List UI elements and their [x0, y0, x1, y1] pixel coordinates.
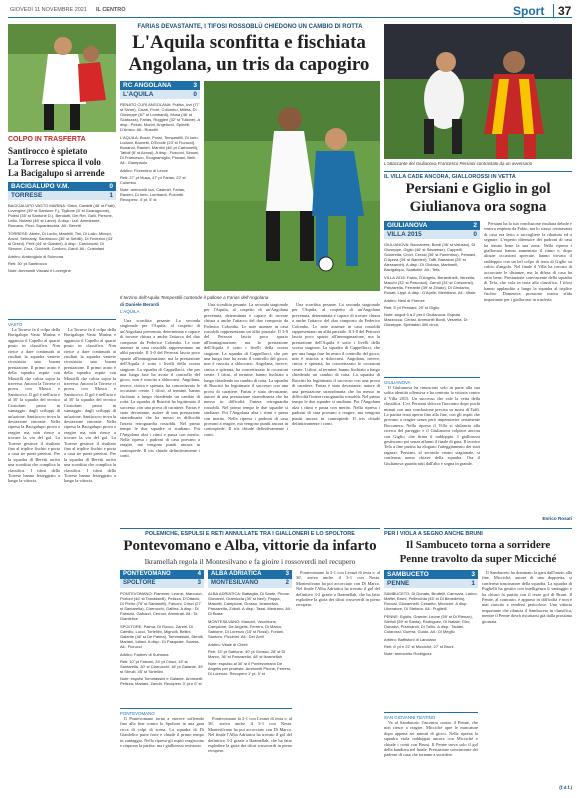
sb-box-team2-name: PENNE: [387, 580, 410, 587]
polemiche-body-text-3: Pontevomano fa 2-1 con Leonzi di testa e, al 36', arriva anche il 3-1 con Nesta. Montesilvano ha poi accorciato con Di Marco. Nel finale l'Alba Adriatica ha trovato il gol del definitivo 3-2 grazie a Ikramellah, che ha fatto esplodere la gioia dei tifosi rossoverdi in pieno recupero.: [296, 570, 380, 608]
gv-box-notes: Note: angoli 5 a 2 per il Giulianova. Espulsi Mazzocca, Cerasi. Ammoniti Bordi, Verzella, Di Giuseppe. Spettatori 300 circa.: [384, 312, 468, 327]
gv-box-team1-lineup: GIULIANOVA: Boccanera, Bordi (36' st Valusso), Di Giuseppe, Giglio (46' st Savarese), Cappelli, Sciarretta, Crovi, Cerasi (36' st Fiorentino), Persiani, D'Aprea (39' st Barbieri), Taffi, Bartaloni (25' st Alessandri). A disp.: Di Gioiosa, Martinelli, Bacigalupo, Scattolini. All.: Tefa: [384, 242, 477, 272]
colpo-kicker: COLPO IN TRASFERTA: [8, 136, 86, 143]
lead-body-col2: [204, 302, 288, 526]
alba-box-row-team1: [208, 570, 292, 579]
colpo-box-team2-lineup: TORRESE: Abete, Di Lorito, Mastrilli, Tini, Di Lallo, Minopi, Anzoi, Selmaniy, Santirocco (30' st Sebilli), Di Federico (43' st Orsini), Preti (44' st Giardini). A disp.: Cardoncini, Di Simone, Cruz, Cicchelli, Cordoni, Gardi. All.: Cristofani: [8, 231, 113, 251]
gv-body-text-2: Persiani ha la sua conclusione risultata debole e veniva respinta da Fabio, ma lo stesso centravanti di casa era lesto a raccogliere la ribattuta ed a segnare. L'esperto difensore dei padroni di casa ha tenuto bene la sua zona. Nella ripresa i giallorossi hanno aumentato il ritmo e, dopo alcune occasioni sprecate, hanno trovato il raddoppio con un bel colpo di testa di Giglio su calcio d'angolo. Nel finale il Villa ha cercato di accorciare le distanze, ma la difesa di casa ha retto bene. Prestazione convincente della squadra di Tefa, che vola in testa alla classifica. I tifosi hanno applaudito a lungo la squadra al triplice fischio. Domenica prossima nuova sfida importante per i giallorossi in trasferta.: [484, 221, 572, 302]
pv-box-referee: Arbitro: Fadeev di Sulmona: [120, 652, 169, 657]
gv-box-row-team2: [384, 230, 480, 239]
pv-box-team1-name: PONTEVOMANO: [123, 571, 171, 577]
lead-byline: di Daniele Berardi: [120, 302, 160, 307]
gv-box-row-team1: [384, 221, 480, 230]
colpo-title-3: La Bacigalupo si arrende: [8, 168, 105, 178]
gv-box-team2-lineup: VILLA 2015: Fabio, D'Angelo, Berardinelli, Verzella, Macchi (32' st Pescosol), Zarroli (31' st Crescenzi), Panzarella, Ferrante (39' st Zinato), Di Girolamo, Rosati, Lippi. A disp.: D'Aprile, Meridiano. All.: Vitale: [384, 275, 476, 295]
colpo-box-goals: Reti: 30' pt Santirocco: [8, 261, 48, 266]
colpo-body-text: La Torrese fa il colpo della Bacigalupo Vasto Marina e aggancia il Capello al quarto posto in classifica. Non riesce a dare continuità ai risultati la squadra vastese ricostruita una buona prestazione. Il primo acuto è della squadra ospite con Mastrilli che calcia sopra la traversa. Ancora la Torrese ci prova con Mosca e Santirocco. Il gol è nell'aria e al 30' la squadra del tecnico Cristofani passa in vantaggio: dagli sviluppi di un'azione, Santirocco trova la deviazione vincente. Nella ripresa la Bacigalupo prova a reagire ma non riesce a trovare la via del gol. La Torrese gestisce il risultato fino al triplice fischio e porta a casa tre punti preziosi. Per la squadra di Beretti arriva una sconfitta che complica la classifica. I tifosi della Torrese hanno festeggiato a lungo la vittoria.: [8, 327, 60, 484]
colpo-box-team1-name: BACIGALUPO V.M.: [11, 183, 70, 190]
gv-body-col2: [484, 221, 572, 515]
colpo-box-team1-score: 0: [109, 183, 113, 190]
colpo-box-team1-lineup: BACIGALUPO VASTO MARINA: Sirba, Cardelli (46' st Frati), Lovergine (39' st Santone F.), Tiglione (8' st Guaragnone), Polesi (35' st Santone D.), Bendotti, Del Rei, Galli, Pierone, Letto, Notarsi (46' st Lanni). A disp.: Izzi, Ammirante, Romano, Picci, Squartecchia. All.: Beretti: [8, 203, 116, 228]
sb-box-team2-score: 1: [471, 580, 475, 587]
box-team1-lineup: RENATO CURI ANGOLANA: Pulitta, Izzi (77' st Sivori), Cisari, Fiore, Colombo, Mileta, Di Giuseppe (67' st Lombardi), Musa (46' st Scatozza), Farias, Ruggieri (32' st Tullone). A disp.: Pelusi, Morini, Angelucci, Spinelli, D'Amico. All.: Ruscitti: [120, 102, 200, 132]
alba-box-lineup2: MONTESILVANO: Mancini, Vecchione, Camplone, De Angelis, Ferrero, Di Marco, Sablone, Di Lorenzo (15' st Rossi), Forlani, Santoro, Piccinini. All.: Del Zotti: [208, 619, 285, 639]
lead-body-text-2: Una sconfitta pesante. La seconda stagionale per l'Aquila, al cospetto di un'Angolana prevenuta, determinata e capace di trovare chiusa a anche l'attacco del duo composto da Federico Colombo. Le note assenze in casa rossoblù rappresentano un alibi parziale. Il 3-0 del Petrozzi lascia poco spazio all'immaginazione, ma la prestazione dell'Aquila è sotto i livelli della scorsa stagione. La squadra di Cappellacci, che per una lunga fase ha avuto il controllo del gioco, non è riuscita a sbloccarsi. Angolana, invece, cinica e spietata, ha concretizzato le occasioni create. I tifosi, al termine, hanno fischiato a lungo chiedendo un cambio di rotta. La squadra di Ruscitti ha legittimato il successo con una prova di carattere. Farias è stato devastante, autore di una prestazione straordinaria che ha messo in difficoltà l'intera retroguardia rossoblù. Nel primo tempo le due squadre si studiano. Poi l'Angolana alza i ritmi e passa con merito. Nella ripresa i padroni di casa provano a reagire, ma vengono puniti ancora in contropiede. Il tris chiude definitivamente i conti.: [204, 302, 288, 437]
polemiche-body-text: Il Pontevomano torna a vincere soffrendo fino alla fine contro lo Spoltore in una gara ricca di colpi di scena. La squadra di Di Gianfelice parte forte e chiude il primo tempo in vantaggio. Nella ripresa gli ospiti reagiscono e riaprono la partita, ma i giallorossi resistono.: [120, 716, 204, 749]
pv-box-goals: Reti: 10' pt Falconi, 24' pt Crisci, 15' st Santarella, 30' st Ciarrocchi; 18' pt Galante, 39' st Sbrulli, 45' st Tortellini: [120, 659, 204, 674]
gv-box-goals: Reti: 5' pt Persiani, 29' st Giglio: [384, 305, 440, 310]
box-referee: Arbitro: Fiorentino di Lecce: [120, 168, 168, 173]
colpo-box-team2-name: TORRESE: [11, 192, 43, 199]
box-team2-lineup: L'AQUILA: Bosio, Possi, Tempestilli, Di Iorio, Luciani, Brunetti, D'Ercole (23' st Fiorucci), Bonanni, Ranieri, Mantini (46' pt Carbonelli), Tattoli (8' st Acrosi). A disp.: Fusconi, Simoni, Di Francesco, Scognamiglio, Piovani, Belli. All.: Giampaolo: [120, 135, 200, 165]
sambuceto-place-text: SAN GIOVANNI TEATINO: [384, 715, 436, 720]
match-box-torrese: [8, 182, 116, 317]
box-row-team1: [120, 81, 200, 90]
alba-box-referee: Arbitro: Vitale di Chieti: [208, 642, 248, 647]
pv-box-team2-score: 3: [197, 580, 201, 586]
sambuceto-top-rule: [384, 528, 572, 529]
pv-box-lineup2: SPOLTORE: Palma, Di Rocco, Zandri, Di Camillo, Lucci, Tortellini, Mignolli, Bellini, Galante (46' st De Palma), Tommassini, Sbrulli, Mariani, Iuliani. A disp.: Di Pasquale, Sciarra. All.: Fiorucci: [120, 624, 204, 649]
sb-box-team1-score: 3: [471, 571, 475, 578]
lead-place: L'AQUILA: [120, 309, 140, 314]
photo-aquila-match: [204, 81, 380, 291]
polemiche-body-col1: [120, 716, 204, 792]
polemiche-place: [120, 708, 292, 716]
gv-place-text: GIULIANOVA: [384, 380, 411, 385]
photo-torrese: [8, 24, 116, 132]
gv-box-team2-score: 0: [473, 231, 477, 238]
sambuceto-kicker: PER I VIOLA A SEGNO ANCHE BRUNI: [384, 531, 483, 537]
sambuceto-author: (f.d.f.): [559, 785, 572, 790]
alba-box-team2-name: MONTESILVANO: [211, 580, 259, 586]
polemiche-kicker: POLEMICHE, ESPULSI E RETI ANNULLATE TRA I GIALLONERI E LO SPOLTORE: [145, 531, 355, 537]
sambuceto-body-text: Va al Sambuceto l'incontro contro il Penne, che non riesce a reagire. Micciché apre le marcature dopo appena sei minuti di gioco. Nella ripresa la squadra viola raddoppia ancora con Micciché e chiude i conti con Bruni. Il Penne trova solo il gol della bandiera nel finale. Prestazione convincente dei padroni di casa che tornano a sorridere.: [384, 720, 478, 758]
sambuceto-body-text-2: Il Sambuceto ha dominato la gara dall'inizio alla fine. Micciché, autore di una doppietta, si conferma trascinatore della squadra. La squadra di Puglielli ha gestito con intelligenza il vantaggio e ha chiuso la partita con il terzo gol di Bruni. Il Penne, al contrario, è apparso in difficoltà e non è mai riuscito a rendersi pericoloso. Una vittoria importante che rilancia il Sambuceto in classifica, mentre il Penne dovrà riscattarsi già dalla prossima giornata.: [482, 570, 572, 624]
gv-place: [384, 377, 480, 385]
gv-title-2: Giulianova ora sogna: [409, 199, 547, 215]
colpo-body-col1: [8, 327, 60, 524]
sb-box-row-team1: [384, 570, 478, 579]
header-page: 37: [553, 4, 571, 18]
header-paper: IL CENTRO: [96, 7, 126, 13]
box-notes: Note: ammoniti Izzi, Casimiri, Farias, Ranieri, Di Iorio, Lombardi, Polombi. Recupero: 4' pt, 5' st: [120, 187, 186, 202]
polemiche-body-col3: [296, 570, 380, 792]
colpo-place: [8, 319, 116, 327]
alba-box-row-team2: [208, 579, 292, 588]
lead-title-1: L'Aquila sconfitta e fischiata: [132, 32, 366, 53]
alba-box-team2-score: 2: [285, 580, 289, 586]
lead-title-2: Angolana, un tris da capogiro: [128, 54, 370, 75]
photo-aquila-caption: Il terzino dell'Aquila Tempestilli contende il pallone a Farias dell'Angolana: [120, 295, 269, 300]
sb-box-team1-lineup: SAMBUCETO: Di Donato, Bruttelli, Carrozza, Larino, Maffei, Bruni, Pellecchia (45' st Di Benedetto), Roncal, Giovannelli, Cesarito, Micciché. A disp.: Liberatore, Di Stefano. All.: Puglielli: [384, 591, 478, 611]
sb-box-team2-lineup: PENNE: Egidio, Grande, Leone (59' st Di Rienzo), Stelloli (59' st Santa), Rodriguez, Di Natale, Giro, Donativi, Pizzicaroli, Di Tullio. A disp.: Taddei, Colarossi, Guerra, Guido. All.: Di Meglio: [384, 614, 473, 634]
sb-box-row-team2: [384, 579, 478, 588]
pv-box-row-team1: [120, 570, 204, 579]
alba-box-team1-score: 3: [285, 571, 289, 577]
photo-giulianova-caption: L'attaccante del Giulianova Francesco Persiani contrastato da un avversario: [384, 161, 533, 166]
lead-body-col1: [120, 318, 200, 526]
sambuceto-body-col1: [384, 720, 478, 792]
sb-box-notes: Note: ammonito Rodriguez: [384, 651, 432, 656]
colpo-place-text: VASTO: [8, 322, 23, 327]
box-team1-name: RC ANGOLANA: [123, 82, 172, 89]
match-box-giulianova: [384, 221, 480, 357]
sb-box-goals: Reti: 6' pt e 22' st Micciché, 27' st Bruni: [384, 644, 454, 649]
polemiche-subtitle: Ikramellah regola il Montesilvano e fa gioire i rossoverdi nel recupero: [144, 557, 356, 566]
header-date: GIOVEDÌ 11 NOVEMBRE 2021: [10, 7, 87, 13]
gv-box-team1-name: GIULIANOVA: [387, 222, 428, 229]
sambuceto-body-col2: [482, 570, 572, 784]
gv-author: Enrico Rosati: [542, 516, 572, 521]
box-row-team2: [120, 90, 200, 99]
box-goals: Reti: 27' pt Musa, 47' pt Farias, 22' st Colombo: [120, 175, 186, 185]
polemiche-body-text-2: Pontevomano fa 2-1 con Leonzi di testa e, al 36', arriva anche il 3-1 con Nesta. Montesilvano ha poi accorciato con Di Marco. Nel finale l'Alba Adriatica ha trovato il gol del definitivo 3-2 grazie a Ikramellah, che ha fatto esplodere la gioia dei tifosi rossoverdi in pieno recupero.: [208, 716, 292, 754]
match-box-alba: [208, 570, 292, 705]
lead-body-text-3: Una sconfitta pesante. La seconda stagionale per l'Aquila, al cospetto di un'Angolana prevenuta, determinata e capace di trovare chiusa a anche l'attacco del duo composto da Federico Colombo. Le note assenze in casa rossoblù rappresentano un alibi parziale. Il 3-0 del Petrozzi lascia poco spazio all'immaginazione, ma la prestazione dell'Aquila è sotto i livelli della scorsa stagione. La squadra di Cappellacci, che per una lunga fase ha avuto il controllo del gioco, non è riuscita a sbloccarsi. Angolana, invece, cinica e spietata, ha concretizzato le occasioni create. I tifosi, al termine, hanno fischiato a lungo chiedendo un cambio di rotta. La squadra di Ruscitti ha legittimato il successo con una prova di carattere. Farias è stato devastante, autore di una prestazione straordinaria che ha messo in difficoltà l'intera retroguardia rossoblù. Nel primo tempo le due squadre si studiano. Poi l'Angolana alza i ritmi e passa con merito. Nella ripresa i padroni di casa provano a reagire, ma vengono puniti ancora in contropiede. Il tris chiude definitivamente i conti.: [292, 302, 380, 426]
box-team2-name: L'AQUILA: [123, 91, 154, 98]
pv-box-team2-name: SPOLTORE: [123, 580, 156, 586]
gv-body-col1: [384, 385, 480, 525]
polemiche-title: Pontevomano e Alba, vittorie da infarto: [123, 538, 377, 554]
colpo-box-row-team2: [8, 191, 116, 200]
colpo-body-col2: [64, 327, 116, 524]
photo-giulianova: [384, 24, 572, 159]
sambuceto-place: [384, 712, 478, 720]
pv-box-lineup1: PONTEVOMANO: Fiammer, Leonzi, Marcucci, Portoni (46' st Tomasselli), Pelizza, D'Ottavio, Di Pietro (76' st Santarelli), Falconi, Crisci (27' st Santarella), Ciarrocchi, Gallina. A disp.: Di Fabrizio, Galluzzi, Cerroni, Ammirati. All.: Di Gianfelice: [120, 591, 203, 621]
lead-kicker: FARIAS DEVASTANTE, I TIFOSI ROSSOBLÙ CHIEDONO UN CAMBIO DI ROTTA: [137, 24, 363, 30]
pv-box-team1-score: 4: [197, 571, 201, 577]
gv-kicker: IL VILLA CADE ANCORA, GIALLOROSSI IN VETTA: [384, 174, 516, 180]
sambuceto-title-1: Il Sambuceto torna a sorridere: [405, 539, 551, 551]
colpo-title-2: La Torrese spicca il volo: [8, 157, 101, 167]
gv-box-team2-name: VILLA 2015: [387, 231, 422, 238]
box-team1-score: 3: [193, 82, 197, 89]
colpo-box-notes: Note: Ammoniti Viscasi e Lovergine: [8, 268, 71, 273]
pv-box-notes: Note: espulsi Tommassini e Galante. Ammoniti Pelizza, Mariani, Zandri. Recupero 3' pt e 6' st: [120, 676, 203, 686]
lead-body-text: Una sconfitta pesante. La seconda stagionale per l'Aquila, al cospetto di un'Angolana prevenuta, determinata e capace di trovare chiusa a anche l'attacco del duo composto da Federico Colombo. Le note assenze in casa rossoblù rappresentano un alibi parziale. Il 3-0 del Petrozzi lascia poco spazio all'immaginazione, ma la prestazione dell'Aquila è sotto i livelli della scorsa stagione. La squadra di Cappellacci, che per una lunga fase ha avuto il controllo del gioco, non è riuscita a sbloccarsi. Angolana, invece, cinica e spietata, ha concretizzato le occasioni create. I tifosi, al termine, hanno fischiato a lungo chiedendo un cambio di rotta. La squadra di Ruscitti ha legittimato il successo con una prova di carattere. Farias è stato devastante, autore di una prestazione straordinaria che ha messo in difficoltà l'intera retroguardia rossoblù. Nel primo tempo le due squadre si studiano. Poi l'Angolana alza i ritmi e passa con merito. Nella ripresa i padroni di casa provano a reagire, ma vengono puniti ancora in contropiede. Il tris chiude definitivamente i conti.: [120, 318, 200, 459]
colpo-body-text-2: La Torrese fa il colpo della Bacigalupo Vasto Marina e aggancia il Capello al quarto posto in classifica. Non riesce a dare continuità ai risultati la squadra vastese ricostruita una buona prestazione. Il primo acuto è della squadra ospite con Mastrilli che calcia sopra la traversa. Ancora la Torrese ci prova con Mosca e Santirocco. Il gol è nell'aria e al 30' la squadra del tecnico Cristofani passa in vantaggio: dagli sviluppi di un'azione, Santirocco trova la deviazione vincente. Nella ripresa la Bacigalupo prova a reagire ma non riesce a trovare la via del gol. La Torrese gestisce il risultato fino al triplice fischio e porta a casa tre punti preziosi. Per la squadra di Beretti arriva una sconfitta che complica la classifica. I tifosi della Torrese hanno festeggiato a lungo la vittoria.: [64, 327, 116, 484]
match-box-pontevomano: [120, 570, 204, 705]
colpo-box-team2-score: 1: [109, 192, 113, 199]
match-box-sambuceto: [384, 570, 478, 710]
header-section: Sport: [513, 4, 545, 18]
gv-title-1: Persiani e Giglio in gol: [405, 181, 551, 197]
polemiche-top-rule: [120, 528, 380, 529]
polemiche-place-text: PONTEVOMANO: [120, 711, 155, 716]
gv-box-team1-score: 2: [473, 222, 477, 229]
alba-box-goals: Reti: 15' pt Sablone, 40' pt Grosso, 28' st Di Marco, 36' st Panzarella, 48' st Ikramellah: [208, 649, 286, 659]
sb-box-referee: Arbitro: Battistoni di Lanciano: [384, 637, 437, 642]
colpo-box-referee: Arbitro: Ambrogiolo di Sulmona: [8, 254, 64, 259]
alba-box-team1-name: ALBA ADRIATICA: [211, 571, 262, 577]
gv-top-rule: [384, 171, 572, 172]
match-box-angolana: [120, 81, 200, 295]
pv-box-row-team2: [120, 579, 204, 588]
alba-box-lineup1: ALBA ADRIATICA: Battaglia, Di Sante, Pirone, Giovanni, Gramiccia (39' st Neri), Pappa, Mascitti, Camplone, Grosso, Ikramellah, Panzarella, Zoboli. A disp.: Tassi, Medrano. All.: Di Biase: [208, 591, 292, 616]
polemiche-body-col2: [208, 716, 292, 792]
alba-box-notes: Note: espulso al 30' st il Pontevomano De Angelis per proteste. Ammoniti Pirone, Ferrero, Di Lorenzo. Recupero 1' pt, 5' st: [208, 661, 292, 676]
gv-box-referee: Arbitro: Nesi di Firenze: [384, 298, 425, 303]
sambuceto-title-2: Penne travolto da super Micciché: [399, 553, 557, 565]
gv-body-text: Il Giulianova ha rinunciato solo in parte alla sua solita identità offensiva e ha centrato la vittoria contro il Villa 2015. Un successo che vale la vetta della classifica. L'ex Persiani sblocca l'incontro dopo pochi minuti con una conclusione precisa su assist di Taffi. La partita resta aperta fino alla fine, con gli ospiti che provano a reagire senza però impensierire seriamente Boccanera. Nella ripresa il Villa si sbilancia alla ricerca del pareggio e il Giulianova colpisce ancora con Giglio, che firma il raddoppio. I giallorossi gestiscono poi senza affanni il finale di gara. Il tecnico Tefa a fine partita ha elogiato l'atteggiamento dei suoi ragazzi. Persiani, al secondo centro stagionale, si conferma uomo chiave della squadra. Ora il Giulianova guarda tutti dall'alto e sogna in grande.: [384, 385, 480, 466]
colpo-box-row-team1: [8, 182, 116, 191]
page-header: [8, 4, 572, 18]
box-team2-score: 0: [193, 91, 197, 98]
colpo-title-1: Santirocco è spietato: [8, 146, 88, 156]
sb-box-team1-name: SAMBUCETO: [387, 571, 429, 578]
lead-body-col3: [292, 302, 380, 526]
